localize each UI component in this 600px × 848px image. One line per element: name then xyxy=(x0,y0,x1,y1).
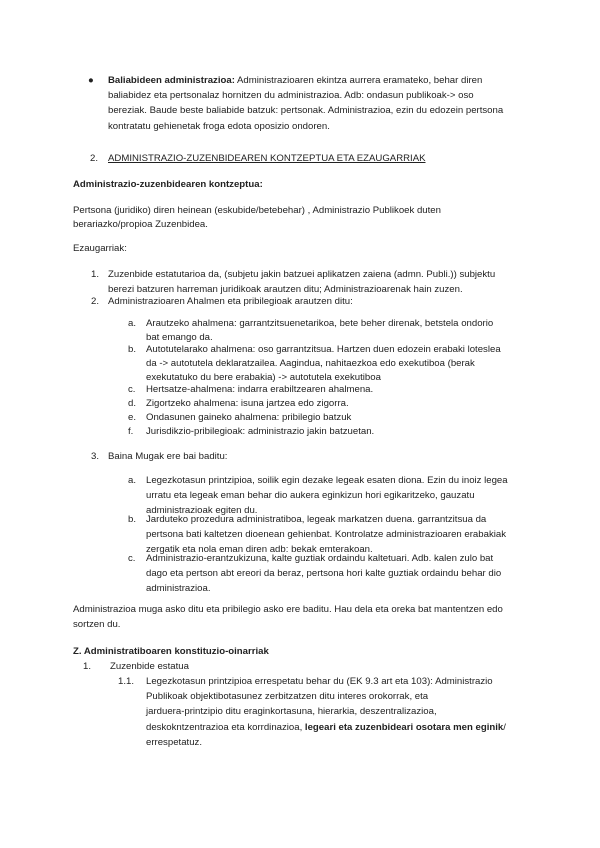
z-sub-line-3: jarduera-printzipio ditu eraginkortasuna, hierarkia, deszentralizazioa, xyxy=(146,706,437,718)
section-z-item-marker: 1. xyxy=(83,661,92,672)
bullet-line-1 xyxy=(108,74,528,88)
sub-3c-line-1: Administrazio-erantzukizuna, kalte guztiak ordaindu kaltetuari. Adb. kalen zulo bat xyxy=(146,553,494,564)
section-z-subitem xyxy=(146,675,546,750)
sub-2e-marker: e. xyxy=(128,412,137,423)
bullet-line-4: kontratatu gehienetak froga edota oposizio ondoren. xyxy=(108,120,330,132)
sub-2b-line-3: exekutatuko du bere erabakia) -> autotutela exekutiboa xyxy=(146,372,381,384)
feature-item-2-marker: 2. xyxy=(91,296,100,307)
sub-3a-line-3: administrazioak egiten du. xyxy=(146,505,258,517)
bullet-marker: ● xyxy=(88,75,94,86)
sub-3a-line-2: urratu eta legeak eman behar dio aukera eginkizun hori egikaritzeko, gauzatu xyxy=(146,490,475,502)
sub-2a-line-1: Arautzeko ahalmena: garrantzitsuenetarikoa, bete beher direnak, betstela ondorio xyxy=(146,318,494,329)
z-sub-line-5: errespetatuz. xyxy=(146,736,202,748)
sub-2f-marker: f. xyxy=(128,426,134,437)
closing-line-1: Administrazioa muga asko ditu eta pribilegio asko ere baditu. Hau dela eta oreka bat mantentzen edo xyxy=(73,604,503,615)
sub-2b-marker: b. xyxy=(128,344,137,355)
concept-line-2: berariazko/propioa Zuzenbidea. xyxy=(73,219,208,231)
bullet-term: Baliabideen administrazioa: xyxy=(108,75,235,86)
sub-3b-line-1: Jarduteko prozedura administratiboa, legeak markatzen duena. garrantzitsua da xyxy=(146,514,487,525)
z-sub-line-2: Publikoak objektibotasunez zerbitzatzen ditu interes orokorrak, eta xyxy=(146,691,429,703)
feature-item-1 xyxy=(108,268,548,297)
feature-item-2: Administrazioaren Ahalmen eta pribilegioak arautzen ditu: xyxy=(108,296,353,307)
sub-3b xyxy=(146,513,566,558)
sub-2b xyxy=(146,343,546,386)
sub-3c-marker: c. xyxy=(128,553,136,564)
sub-2a xyxy=(146,317,546,345)
section-z-item-label: Zuzenbide estatua xyxy=(110,661,189,672)
sub-2a-line-2: bat emango da. xyxy=(146,332,213,344)
z-sub-line-4-text: deskokntzentrazioa eta korrdinazioa, xyxy=(146,721,305,733)
sub-3c-line-2: dago eta pertson abt ereori da beraz, pertsona hori kalte guztiak ordaindu behar dio xyxy=(146,568,502,580)
concept-heading: Administrazio-zuzenbidearen kontzeptua: xyxy=(73,179,263,190)
bullet-line-3: bereziak. Baude beste baliabide batzuk: pertsonak. Administrazioa, ezin du edozein pertsona xyxy=(108,105,504,117)
bullet-line-2: baliabidez eta pertsonalaz hornitzen du administrazioa. Adb: ondasun publikoak-> oso xyxy=(108,90,474,102)
section-z-subitem-marker: 1.1. xyxy=(118,676,135,687)
sub-3a-marker: a. xyxy=(128,475,137,486)
concept-line-1: Pertsona (juridiko) diren heinean (eskubide/betebehar) , Administrazio Publikoek duten xyxy=(73,205,441,216)
section2-number: 2. xyxy=(90,153,99,164)
z-sub-after-bold: / xyxy=(503,721,506,733)
sub-3b-line-2: pertsona bati kaltetzen dioenean gehienbat. Kontrolatze administrazioaren erabakiak xyxy=(146,529,506,541)
sub-2e: Ondasunen gaineko ahalmena: pribilegio batzuk xyxy=(146,412,352,423)
sub-3c-line-3: administrazioa. xyxy=(146,583,211,595)
sub-3a xyxy=(146,474,556,519)
sub-2a-marker: a. xyxy=(128,318,137,329)
sub-2c: Hertsatze-ahalmena: indarra erabiltzearen ahalmena. xyxy=(146,384,374,395)
closing-line-2: sortzen du. xyxy=(73,619,121,631)
features-heading: Ezaugarriak: xyxy=(73,243,127,254)
sub-3b-line-3: zergatik eta nola eman diren adb: bekak emterakoan. xyxy=(146,544,373,556)
sub-2f: Jurisdikzio-pribilegioak: administrazio jakin batzuetan. xyxy=(146,426,375,437)
sub-3b-marker: b. xyxy=(128,514,137,525)
closing-paragraph xyxy=(73,603,543,632)
feature-item-1-marker: 1. xyxy=(91,269,100,280)
bullet-text-1: Administrazioaren ekintza aurrera eramateko, behar diren xyxy=(234,75,483,86)
sub-2d: Zigortzeko ahalmena: isuna jartzea edo zigorra. xyxy=(146,398,349,409)
feature-item-3-marker: 3. xyxy=(91,451,100,462)
sub-2b-line-1: Autotutelarako ahalmena: oso garrantzitsua. Hartzen duen edozein erabaki loteslea xyxy=(146,344,501,355)
sub-2b-line-2: da -> autotutela deklaratzailea. Aagindua, nahitaezkoa edo exekutiboa (berak xyxy=(146,358,475,370)
z-sub-bold-tail: legeari eta zuzenbideari osotara men eginik xyxy=(304,721,504,733)
sub-3a-line-1: Legezkotasun printzipioa, soilik egin dezake legeak esaten diona. Ezin du inoiz legea xyxy=(146,475,508,486)
section-z-heading: Z. Administratiboaren konstituzio-oinarriak xyxy=(73,646,269,657)
section2-heading: ADMINISTRAZIO-ZUZENBIDEAREN KONTZEPTUA ETA EZAUGARRIAK xyxy=(108,153,426,164)
feature-item-1-line-2: berezi batzuren harreman juridikoak arautzen ditu; Administrazioarenak hain zuzen. xyxy=(108,284,463,296)
z-sub-line-1: Legezkotasun printzipioa errespetatu behar du (EK 9.3 art eta 103): Administrazio xyxy=(146,676,493,687)
sub-2c-marker: c. xyxy=(128,384,136,395)
feature-item-1-line-1: Zuzenbide estatutarioa da, (subjetu jakin batzuei aplikatzen zaiena (admn. Publi.)) subjektu xyxy=(108,269,496,280)
sub-3c xyxy=(146,552,566,597)
z-sub-line-4 xyxy=(146,721,546,735)
sub-2d-marker: d. xyxy=(128,398,137,409)
feature-item-3: Baina Mugak ere bai baditu: xyxy=(108,451,228,462)
